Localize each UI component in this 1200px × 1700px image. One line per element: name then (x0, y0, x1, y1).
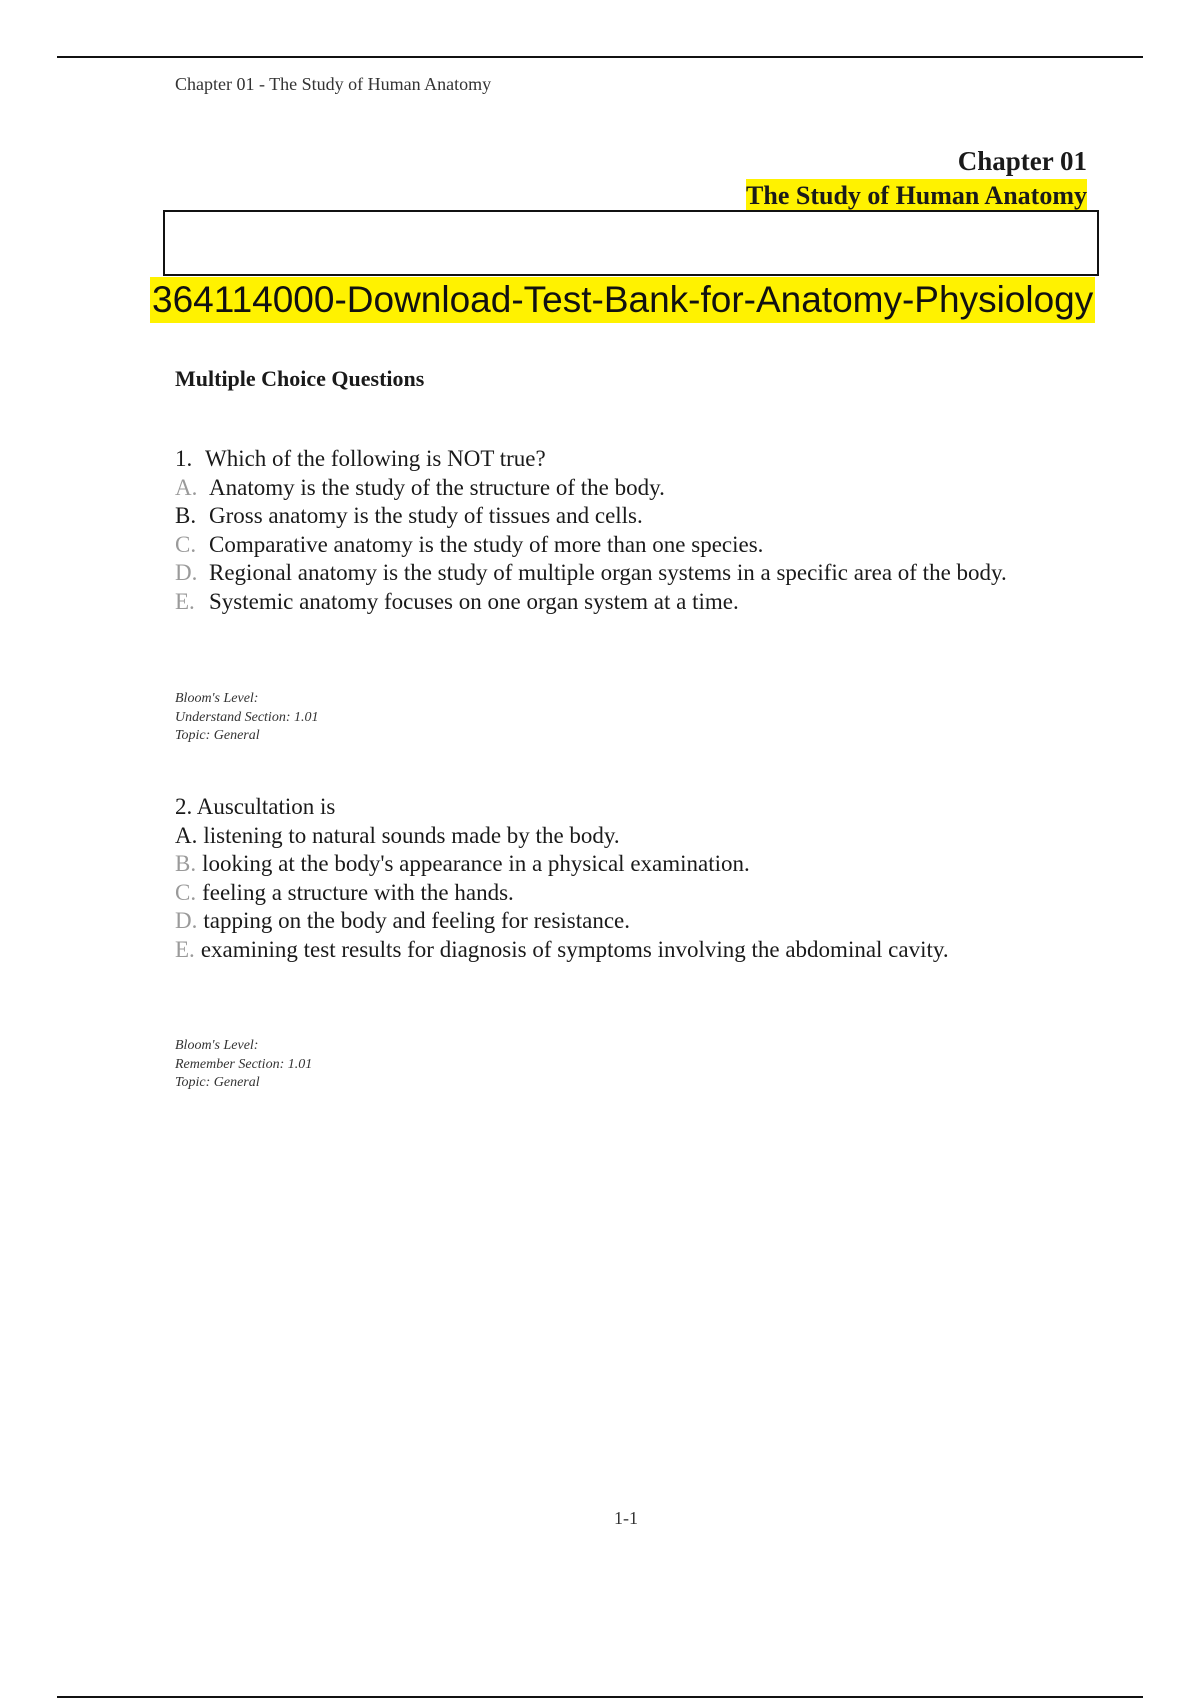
question-2-meta (175, 1037, 312, 1093)
option-text: tapping on the body and feeling for resistance. (203, 908, 631, 933)
question-2 (175, 793, 949, 964)
question-number: 2. (175, 794, 193, 819)
option-text: Systemic anatomy focuses on one organ system at a time. (209, 588, 739, 614)
option-c (175, 879, 949, 908)
question-number: 1. (175, 446, 193, 471)
option-letter: C. (175, 531, 197, 557)
option-c (175, 531, 1007, 560)
option-d (175, 559, 1007, 588)
option-letter: D. (175, 560, 198, 585)
option-letter: E. (175, 588, 195, 614)
chapter-title: The Study of Human Anatomy (746, 181, 1087, 210)
option-letter: B. (175, 503, 197, 528)
chapter-heading (746, 143, 1087, 212)
chapter-number: Chapter 01 (957, 146, 1087, 176)
option-letter: B. (175, 851, 197, 876)
option-d (175, 907, 949, 936)
question-text: Which of the following is NOT true? (205, 446, 546, 471)
option-letter: A. (175, 474, 198, 500)
option-text: Comparative anatomy is the study of more than one species. (209, 531, 764, 557)
question-1 (175, 445, 1007, 616)
option-letter: C. (175, 879, 197, 905)
question-1-meta (175, 690, 318, 746)
option-e (175, 588, 1007, 617)
option-text: Regional anatomy is the study of multiple organ systems in a specific area of the body. (209, 560, 1007, 585)
blooms-level: Bloom's Level: (175, 1038, 259, 1053)
option-b (175, 850, 949, 879)
section-ref: Remember Section: 1.01 (175, 1056, 313, 1072)
option-letter: A. (175, 822, 198, 848)
top-rule (57, 56, 1143, 58)
option-letter: D. (175, 908, 198, 933)
section-heading: Multiple Choice Questions (175, 366, 425, 391)
option-letter: E. (175, 936, 195, 962)
option-text: Anatomy is the study of the structure of the body. (209, 474, 665, 500)
blooms-level: Bloom's Level: (175, 691, 259, 706)
option-b (175, 502, 1007, 531)
download-title: 364114000-Download-Test-Bank-for-Anatomy-Physiology (150, 277, 1095, 323)
option-a (175, 474, 1007, 503)
bottom-rule (57, 1696, 1143, 1698)
question-stem (175, 445, 1007, 474)
option-text: listening to natural sounds made by the body. (203, 822, 620, 848)
option-a (175, 822, 949, 851)
empty-box (163, 210, 1099, 276)
topic: Topic: General (175, 1075, 260, 1090)
running-header: Chapter 01 - The Study of Human Anatomy (175, 74, 492, 94)
option-text: looking at the body's appearance in a physical examination. (202, 851, 750, 876)
option-text: examining test results for diagnosis of symptoms involving the abdominal cavity. (200, 936, 949, 962)
question-text: Auscultation is (196, 794, 336, 819)
page-number: 1-1 (614, 1508, 638, 1528)
topic: Topic: General (175, 728, 260, 743)
option-e (175, 936, 949, 965)
option-text: Gross anatomy is the study of tissues and cells. (209, 503, 643, 528)
question-stem (175, 793, 949, 822)
option-text: feeling a structure with the hands. (202, 879, 514, 905)
section-ref: Understand Section: 1.01 (175, 709, 319, 725)
